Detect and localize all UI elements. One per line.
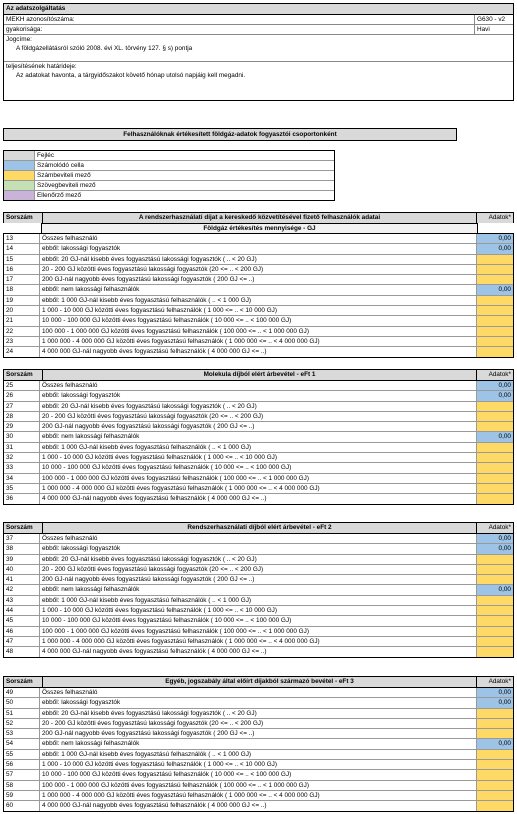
legend-swatch	[4, 181, 35, 190]
table-row	[4, 801, 513, 810]
row-description: 100 000 - 1 000 000 GJ közötti éves fogyasztású felhasználók ( 100 000 <= .. < 1 000 000 GJ)	[40, 474, 477, 483]
row-description: 1 000 000 - 4 000 000 GJ közötti éves fogyasztású felhasználók ( 1 000 000 <= .. < 4 000 000 GJ)	[40, 791, 477, 800]
column-header-data: Adatok*	[488, 524, 511, 531]
row-description: ebből: 20 GJ-nál kisebb éves fogyasztású lakossági fogyasztók ( .. < 20 GJ)	[40, 709, 477, 718]
row-description: 200 GJ-nál nagyobb éves fogyasztású lakossági fogyasztók ( 200 GJ <= ..)	[40, 729, 477, 738]
row-description: 100 000 - 1 000 000 GJ közötti éves fogyasztású felhasználók ( 100 000 <= .. < 1 000 000 GJ)	[40, 781, 477, 790]
row-number: 42	[4, 585, 40, 594]
row-number: 46	[4, 627, 40, 636]
table-row	[4, 534, 513, 544]
number-input-cell[interactable]	[477, 327, 513, 336]
row-number: 20	[4, 306, 40, 315]
legend-swatch	[4, 161, 35, 170]
deadline-block	[4, 61, 513, 100]
table-row	[4, 494, 513, 503]
section-subtitle: Földgáz értékesítés mennyisége - GJ	[41, 223, 478, 233]
table-row	[4, 729, 513, 739]
table-row	[4, 770, 513, 780]
row-number: 30	[4, 432, 40, 441]
row-description: ebből: nem lakossági felhasználók	[40, 739, 477, 748]
row-number: 48	[4, 647, 40, 656]
legal-basis-block	[4, 35, 513, 61]
row-description: 200 GJ-nál nagyobb éves fogyasztású lakossági fogyasztók ( 200 GJ <= ..)	[40, 275, 477, 284]
calculated-cell: 0,00	[477, 688, 513, 697]
number-input-cell[interactable]	[477, 484, 513, 493]
table-row	[4, 760, 513, 770]
row-number: 21	[4, 316, 40, 325]
row-number: 58	[4, 781, 40, 790]
number-input-cell[interactable]	[477, 596, 513, 605]
row-number: 23	[4, 337, 40, 346]
table-row	[4, 391, 513, 401]
table-row	[4, 347, 513, 356]
section-header	[3, 212, 514, 223]
number-input-cell[interactable]	[477, 637, 513, 646]
row-number: 16	[4, 265, 40, 274]
number-input-cell[interactable]	[477, 306, 513, 315]
table-row	[4, 443, 513, 453]
table-row	[4, 709, 513, 719]
row-number: 54	[4, 739, 40, 748]
calculated-cell: 0,00	[477, 391, 513, 400]
legend-item	[4, 151, 334, 161]
row-description: 1 000 - 10 000 GJ közötti éves fogyasztású felhasználók ( 1 000 <= .. < 10 000 GJ)	[40, 453, 477, 462]
table-row	[4, 719, 513, 729]
column-header-number: Sorszám	[4, 370, 43, 380]
row-description: ebből: lakossági fogyasztók	[40, 244, 477, 253]
deadline-text: Az adatokat havonta, a tárgyidőszakot követő hónap utolsó napjáig kell megadni.	[16, 72, 246, 79]
row-description: ebből: 1 000 GJ-nál kisebb éves fogyasztású felhasználók ( .. < 1 000 GJ)	[40, 443, 477, 452]
legal-basis-text: A földgázellátásról szóló 2008. évi XL. törvény 127. § s) pontja	[16, 45, 193, 52]
row-description: 200 GJ-nál nagyobb éves fogyasztású lakossági fogyasztók ( 200 GJ <= ..)	[40, 422, 477, 431]
row-description: Összes felhasználó	[40, 234, 477, 243]
legend-label: Számbeviteli mező	[37, 172, 91, 179]
number-input-cell[interactable]	[477, 627, 513, 636]
table-row	[4, 637, 513, 647]
table-row	[4, 285, 513, 295]
row-description: 4 000 000 GJ-nál nagyobb éves fogyasztású felhasználók ( 4 000 000 GJ <= ..)	[40, 647, 477, 656]
section-rows	[3, 533, 514, 658]
row-description: 20 - 200 GJ közötti éves fogyasztású lakossági fogyasztók (20 <= .. < 200 GJ)	[40, 265, 477, 274]
row-description: ebből: 20 GJ-nál kisebb éves fogyasztású lakossági fogyasztók ( .. < 20 GJ)	[40, 255, 477, 264]
row-number: 39	[4, 555, 40, 564]
row-description: 10 000 - 100 000 GJ közötti éves fogyasztású felhasználók ( 10 000 <= .. < 100 000 GJ)	[40, 616, 477, 625]
row-number: 38	[4, 544, 40, 553]
number-input-cell[interactable]	[477, 463, 513, 472]
row-description: 10 000 - 100 000 GJ közötti éves fogyasztású felhasználók ( 10 000 <= .. < 100 000 GJ)	[40, 770, 477, 779]
row-number: 56	[4, 760, 40, 769]
row-number: 36	[4, 494, 40, 503]
row-description: ebből: lakossági fogyasztók	[40, 698, 477, 707]
number-input-cell[interactable]	[477, 801, 513, 810]
legend-label: Fejléc	[37, 152, 55, 159]
table-row	[4, 432, 513, 442]
number-input-cell[interactable]	[477, 781, 513, 790]
section-rows	[3, 233, 514, 358]
row-number: 24	[4, 347, 40, 356]
deadline-label: teljesítésének határideje:	[6, 63, 77, 70]
row-description: 1 000 000 - 4 000 000 GJ közötti éves fogyasztású felhasználók ( 1 000 000 <= .. < 4 000 000 GJ)	[40, 484, 477, 493]
row-number: 41	[4, 575, 40, 584]
table-row	[4, 265, 513, 275]
row-number: 13	[4, 234, 40, 243]
number-input-cell[interactable]	[477, 575, 513, 584]
legend-item	[4, 171, 334, 181]
number-input-cell[interactable]	[477, 719, 513, 728]
row-description: 20 - 200 GJ közötti éves fogyasztású lakossági fogyasztók (20 <= .. < 200 GJ)	[40, 719, 477, 728]
row-description: 20 - 200 GJ közötti éves fogyasztású lakossági fogyasztók (20 <= .. < 200 GJ)	[40, 565, 477, 574]
section-header	[3, 676, 514, 687]
section-title: Egyéb, jogszabály által előírt díjakból származó bevétel - eFt 3	[43, 677, 477, 687]
number-input-cell[interactable]	[477, 750, 513, 759]
row-description: ebből: lakossági fogyasztók	[40, 544, 477, 553]
table-row	[4, 296, 513, 306]
mekh-id-label: MEKH azonosítószáma:	[6, 16, 75, 23]
section-title: Rendszerhasználati díjból elért árbevétel - eFt 2	[43, 523, 477, 533]
number-input-cell[interactable]	[477, 709, 513, 718]
table-row	[4, 234, 513, 244]
number-input-cell[interactable]	[477, 296, 513, 305]
mekh-id-row	[4, 15, 513, 25]
table-row	[4, 422, 513, 432]
row-description: 100 000 - 1 000 000 GJ közötti éves fogyasztású felhasználók ( 100 000 <= .. < 1 000 000 GJ)	[40, 627, 477, 636]
row-number: 22	[4, 327, 40, 336]
table-row	[4, 327, 513, 337]
table-row	[4, 381, 513, 391]
report-header	[3, 3, 514, 101]
row-number: 52	[4, 719, 40, 728]
calculated-cell: 0,00	[477, 285, 513, 294]
data-section-2	[3, 369, 514, 505]
row-number: 44	[4, 606, 40, 615]
legend-item	[4, 191, 334, 200]
legend-label: Ellenőrző mező	[37, 192, 82, 199]
legend-swatch	[4, 171, 35, 180]
legend-label: Számolódó cella	[37, 162, 84, 169]
table-row	[4, 412, 513, 422]
row-number: 45	[4, 616, 40, 625]
number-input-cell[interactable]	[477, 443, 513, 452]
table-row	[4, 316, 513, 326]
row-description: 10 000 - 100 000 GJ közötti éves fogyasztású felhasználók ( 10 000 <= .. < 100 000 GJ)	[40, 463, 477, 472]
table-row	[4, 781, 513, 791]
row-description: 4 000 000 GJ-nál nagyobb éves fogyasztású felhasználók ( 4 000 000 GJ <= ..)	[40, 347, 477, 356]
table-row	[4, 750, 513, 760]
row-number: 60	[4, 801, 40, 810]
section-header	[3, 522, 514, 533]
table-row	[4, 585, 513, 595]
row-number: 17	[4, 275, 40, 284]
table-row	[4, 616, 513, 626]
table-row	[4, 688, 513, 698]
row-number: 14	[4, 244, 40, 253]
column-header-number: Sorszám	[4, 523, 43, 533]
table-row	[4, 565, 513, 575]
row-number: 57	[4, 770, 40, 779]
row-description: ebből: nem lakossági felhasználók	[40, 285, 477, 294]
legend-item	[4, 161, 334, 171]
mekh-id-value: G630 - v2	[474, 15, 513, 24]
calculated-cell: 0,00	[477, 698, 513, 707]
number-input-cell[interactable]	[477, 616, 513, 625]
table-row	[4, 698, 513, 708]
calculated-cell: 0,00	[477, 739, 513, 748]
row-number: 15	[4, 255, 40, 264]
row-number: 40	[4, 565, 40, 574]
table-row	[4, 453, 513, 463]
table-row	[4, 575, 513, 585]
row-description: ebből: 20 GJ-nál kisebb éves fogyasztású lakossági fogyasztók ( .. < 20 GJ)	[40, 402, 477, 411]
number-input-cell[interactable]	[477, 647, 513, 656]
column-header-number: Sorszám	[4, 213, 43, 223]
section-title: A rendszerhasználati díjat a kereskedő közvetítésével fizető felhasználók adatai	[43, 213, 477, 223]
row-description: ebből: nem lakossági felhasználók	[40, 432, 477, 441]
number-input-cell[interactable]	[477, 402, 513, 411]
legend-label: Szövegbeviteli mező	[37, 182, 96, 189]
row-description: 20 - 200 GJ közötti éves fogyasztású lakossági fogyasztók (20 <= .. < 200 GJ)	[40, 412, 477, 421]
row-number: 31	[4, 443, 40, 452]
number-input-cell[interactable]	[477, 555, 513, 564]
number-input-cell[interactable]	[477, 791, 513, 800]
calculated-cell: 0,00	[477, 244, 513, 253]
table-row	[4, 337, 513, 347]
row-number: 50	[4, 698, 40, 707]
calculated-cell: 0,00	[477, 381, 513, 390]
calculated-cell: 0,00	[477, 544, 513, 553]
row-number: 28	[4, 412, 40, 421]
row-number: 34	[4, 474, 40, 483]
row-number: 18	[4, 285, 40, 294]
report-page	[3, 3, 514, 201]
section-header	[3, 369, 514, 380]
legend-swatch	[4, 191, 35, 200]
row-description: 4 000 000 GJ-nál nagyobb éves fogyasztású felhasználók ( 4 000 000 GJ <= ..)	[40, 801, 477, 810]
table-row	[4, 484, 513, 494]
row-number: 33	[4, 463, 40, 472]
row-description: ebből: 1 000 GJ-nál kisebb éves fogyasztású felhasználók ( .. < 1 000 GJ)	[40, 296, 477, 305]
data-section-1	[3, 212, 514, 358]
row-description: 1 000 - 10 000 GJ közötti éves fogyasztású felhasználók ( 1 000 <= .. < 10 000 GJ)	[40, 606, 477, 615]
column-header-data: Adatok*	[488, 214, 511, 221]
number-input-cell[interactable]	[477, 337, 513, 346]
number-input-cell[interactable]	[477, 474, 513, 483]
color-legend	[3, 150, 335, 201]
row-description: ebből: nem lakossági felhasználók	[40, 585, 477, 594]
column-header-data: Adatok*	[488, 678, 511, 685]
calculated-cell: 0,00	[477, 534, 513, 543]
row-number: 25	[4, 381, 40, 390]
table-row	[4, 244, 513, 254]
row-description: ebből: 1 000 GJ-nál kisebb éves fogyasztású felhasználók ( .. < 1 000 GJ)	[40, 750, 477, 759]
legend-swatch	[4, 151, 35, 160]
row-description: ebből: 20 GJ-nál kisebb éves fogyasztású lakossági fogyasztók ( .. < 20 GJ)	[40, 555, 477, 564]
data-section-4	[3, 676, 514, 812]
number-input-cell[interactable]	[477, 255, 513, 264]
row-number: 29	[4, 422, 40, 431]
row-description: 4 000 000 GJ-nál nagyobb éves fogyasztású felhasználók ( 4 000 000 GJ <= ..)	[40, 494, 477, 503]
table-row	[4, 791, 513, 801]
section-title: Molekula díjból elért árbevétel - eFt 1	[43, 370, 477, 380]
section-rows	[3, 687, 514, 812]
row-number: 32	[4, 453, 40, 462]
table-row	[4, 275, 513, 285]
main-heading: Felhasználóknak értékesített földgáz-adatok fogyasztói csoportonként	[3, 128, 457, 141]
number-input-cell[interactable]	[477, 770, 513, 779]
table-row	[4, 402, 513, 412]
number-input-cell[interactable]	[477, 265, 513, 274]
row-number: 55	[4, 750, 40, 759]
table-row	[4, 255, 513, 265]
number-input-cell[interactable]	[477, 729, 513, 738]
number-input-cell[interactable]	[477, 606, 513, 615]
frequency-label: gyakorisága:	[6, 26, 43, 33]
row-number: 37	[4, 534, 40, 543]
row-description: 1 000 - 10 000 GJ közötti éves fogyasztású felhasználók ( 1 000 <= .. < 10 000 GJ)	[40, 760, 477, 769]
number-input-cell[interactable]	[477, 316, 513, 325]
frequency-value: Havi	[474, 25, 513, 34]
row-number: 49	[4, 688, 40, 697]
number-input-cell[interactable]	[477, 565, 513, 574]
column-header-number: Sorszám	[4, 677, 43, 687]
row-description: 10 000 - 100 000 GJ közötti éves fogyasztású felhasználók ( 10 000 <= .. < 100 000 GJ)	[40, 316, 477, 325]
table-row	[4, 474, 513, 484]
table-row	[4, 739, 513, 749]
table-row	[4, 606, 513, 616]
row-description: ebből: lakossági fogyasztók	[40, 391, 477, 400]
table-row	[4, 306, 513, 316]
column-header-data: Adatok*	[488, 371, 511, 378]
row-description: 1 000 - 10 000 GJ közötti éves fogyasztású felhasználók ( 1 000 <= .. < 10 000 GJ)	[40, 306, 477, 315]
number-input-cell[interactable]	[477, 453, 513, 462]
row-description: 200 GJ-nál nagyobb éves fogyasztású lakossági fogyasztók ( 200 GJ <= ..)	[40, 575, 477, 584]
number-input-cell[interactable]	[477, 275, 513, 284]
row-number: 47	[4, 637, 40, 646]
calculated-cell: 0,00	[477, 432, 513, 441]
row-number: 26	[4, 391, 40, 400]
data-section-3	[3, 522, 514, 658]
section-rows	[3, 380, 514, 505]
row-number: 43	[4, 596, 40, 605]
table-row	[4, 627, 513, 637]
row-number: 27	[4, 402, 40, 411]
legal-basis-label: Jogcíme:	[6, 36, 32, 43]
row-number: 35	[4, 484, 40, 493]
row-description: 1 000 000 - 4 000 000 GJ közötti éves fogyasztású felhasználók ( 1 000 000 <= .. < 4 000 000 GJ)	[40, 637, 477, 646]
row-description: Összes felhasználó	[40, 688, 477, 697]
frequency-row	[4, 25, 513, 35]
number-input-cell[interactable]	[477, 412, 513, 421]
table-row	[4, 596, 513, 606]
header-title: Az adatszolgáltatás	[4, 4, 513, 15]
row-description: Összes felhasználó	[40, 381, 477, 390]
table-row	[4, 463, 513, 473]
row-number: 59	[4, 791, 40, 800]
calculated-cell: 0,00	[477, 585, 513, 594]
row-number: 51	[4, 709, 40, 718]
table-row	[4, 544, 513, 554]
legend-item	[4, 181, 334, 191]
row-number: 53	[4, 729, 40, 738]
row-description: 100 000 - 1 000 000 GJ közötti éves fogyasztású felhasználók ( 100 000 <= .. < 1 000 000 GJ)	[40, 327, 477, 336]
row-description: Összes felhasználó	[40, 534, 477, 543]
table-row	[4, 647, 513, 656]
row-description: 1 000 000 - 4 000 000 GJ közötti éves fogyasztású felhasználók ( 1 000 000 <= .. < 4 000 000 GJ)	[40, 337, 477, 346]
calculated-cell: 0,00	[477, 234, 513, 243]
number-input-cell[interactable]	[477, 494, 513, 503]
number-input-cell[interactable]	[477, 422, 513, 431]
table-row	[4, 555, 513, 565]
number-input-cell[interactable]	[477, 760, 513, 769]
row-number: 19	[4, 296, 40, 305]
row-description: ebből: 1 000 GJ-nál kisebb éves fogyasztású felhasználók ( .. < 1 000 GJ)	[40, 596, 477, 605]
number-input-cell[interactable]	[477, 347, 513, 356]
